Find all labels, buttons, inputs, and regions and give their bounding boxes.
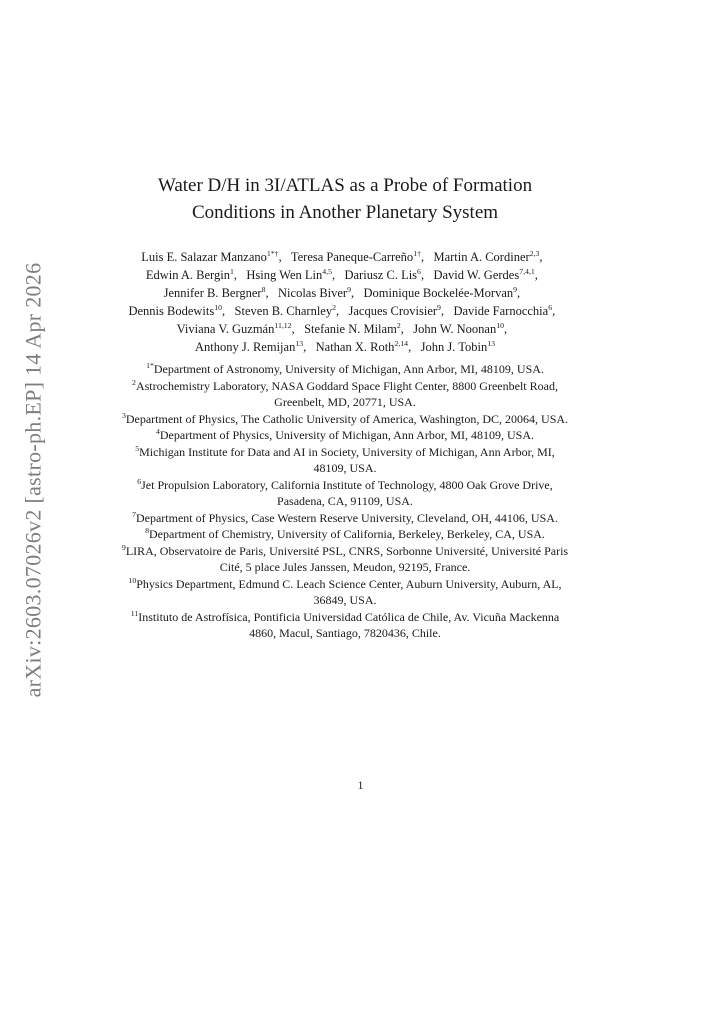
author-entry: [421, 340, 495, 354]
author-affiliation-marker: 1†: [413, 249, 421, 258]
author-affiliation-marker: 6: [548, 303, 553, 312]
author-affiliation-marker: 8: [261, 285, 266, 294]
author-list: [120, 248, 570, 356]
affiliation-text: Physics Department, Edmund C. Leach Science Center, Auburn University, Auburn, AL, 36849, USA.: [136, 576, 562, 607]
affiliation-marker: 9: [121, 542, 126, 552]
author-name: Dariusz C. Lis: [344, 268, 418, 282]
affiliation-marker: 5: [135, 443, 140, 453]
author-name: Nathan X. Roth: [315, 340, 395, 354]
author-affiliation-marker: 9: [347, 285, 352, 294]
affiliation-text: Michigan Institute for Data and AI in Society, University of Michigan, Ann Arbor, MI, 48109, USA.: [139, 444, 555, 475]
author-name: Teresa Paneque-Carreño: [290, 250, 414, 264]
paper-title: [120, 172, 570, 226]
affiliation-marker: 4: [155, 427, 160, 436]
affiliation-text: Astrochemistry Laboratory, NASA Goddard Space Flight Center, 8800 Greenbelt Road, Greenbelt, MD, 20771, USA.: [135, 378, 558, 409]
affiliation: [120, 411, 570, 428]
affiliation-text: Department of Chemistry, University of California, Berkeley, Berkeley, CA, USA.: [149, 527, 545, 541]
affiliation-marker: 7: [132, 509, 136, 519]
author-entry: Jennifer B. Bergner$^8$,: [163, 285, 269, 300]
author-name: David W. Gerdes: [433, 268, 520, 282]
author-name: Viviana V. Guzmán: [176, 322, 275, 336]
author-affiliation-marker: 9: [513, 285, 518, 294]
author-entry: Stefanie N. Milam$^2$,: [304, 321, 404, 336]
affiliation: [120, 543, 570, 576]
affiliation: [120, 510, 570, 527]
author-name: Davide Farnocchia: [453, 304, 549, 318]
author-affiliation-marker: 2,14: [394, 339, 409, 348]
author-name: John W. Noonan: [413, 322, 497, 336]
affiliation-marker: 6: [137, 476, 142, 486]
author-entry: John W. Noonan$^{10}$,: [413, 321, 508, 336]
author-affiliation-marker: 10: [496, 321, 505, 330]
author-affiliation-marker: 10: [214, 303, 223, 312]
author-entry: Anthony J. Remijan$^{13}$,: [194, 339, 307, 354]
author-entry: Hsing Wen Lin$^{4,5}$,: [246, 267, 336, 282]
author-affiliation-marker: 7,4,1: [519, 267, 535, 276]
author-name: Dominique Bockelée-Morvan: [363, 286, 514, 300]
author-name: Jacques Crovisier: [348, 304, 438, 318]
affiliation-text: Department of Physics, University of Michigan, Ann Arbor, MI, 48109, USA.: [159, 428, 535, 442]
affiliation-marker: 2: [132, 377, 136, 387]
author-entry: Nathan X. Roth$^{2,14}$,: [315, 339, 412, 354]
author-affiliation-marker: 1*†: [266, 249, 279, 258]
author-name: John J. Tobin: [420, 340, 488, 354]
author-entry: Jacques Crovisier$^9$,: [348, 303, 445, 318]
author-name: Edwin A. Bergin: [145, 268, 230, 282]
affiliation-marker: 11: [130, 608, 139, 618]
author-affiliation-marker: 11,12: [274, 321, 292, 330]
author-affiliation-marker: 4,5: [322, 267, 332, 276]
affiliation-text: Department of Physics, Case Western Reserve University, Cleveland, OH, 44106, USA.: [135, 510, 558, 525]
author-entry: Davide Farnocchia$^6$,: [453, 303, 556, 318]
author-affiliation-marker: 2: [396, 321, 401, 330]
author-name: Hsing Wen Lin: [246, 268, 323, 282]
arxiv-identifier-stamp: [20, 262, 46, 698]
affiliation-marker: 8: [145, 526, 149, 535]
affiliation-list: [120, 361, 570, 642]
affiliation: [120, 427, 570, 444]
affiliation-text: LIRA, Observatoire de Paris, Université PSL, CNRS, Sorbonne Université, Université Paris Cité, 5 place Jules Janssen, Meudon, 92195, France.: [125, 543, 569, 574]
author-entry: Viviana V. Guzmán$^{11,12}$,: [176, 321, 295, 336]
title-line-2: Conditions in Another Planetary System: [191, 202, 499, 223]
affiliation-text: Department of Astronomy, University of Michigan, Ann Arbor, MI, 48109, USA.: [153, 362, 544, 376]
affiliation: [120, 378, 570, 411]
affiliation-text: Instituto de Astrofísica, Pontificia Universidad Católica de Chile, Av. Vicuña Mackenna 4860, Macul, Santiago, 7820436, Chile.: [138, 609, 560, 640]
author-entry: Dominique Bockelée-Morvan$^9$,: [363, 285, 521, 300]
affiliation-marker: 3: [121, 410, 126, 420]
author-entry: Martin A. Cordiner$^{2,3}$,: [433, 249, 543, 264]
author-name: Jennifer B. Bergner: [163, 286, 262, 300]
author-entry: Teresa Paneque-Carreño$^{1\dagger}$,: [290, 249, 425, 264]
author-name: Anthony J. Remijan: [194, 340, 296, 354]
author-affiliation-marker: 1: [229, 267, 234, 276]
affiliation: [120, 609, 570, 642]
author-affiliation-marker: 6: [417, 267, 421, 276]
author-affiliation-marker: 9: [437, 303, 441, 312]
author-affiliation-marker: 13: [487, 339, 496, 348]
author-entry: Dariusz C. Lis$^6$,: [344, 267, 425, 282]
author-name: Stefanie N. Milam: [304, 322, 397, 336]
author-affiliation-marker: 13: [295, 339, 304, 348]
author-name: Martin A. Cordiner: [433, 250, 530, 264]
page-number: 1: [357, 780, 364, 792]
author-name: Steven B. Charnley: [234, 304, 333, 318]
author-name: Luis E. Salazar Manzano: [141, 250, 267, 264]
author-name: Dennis Bodewits: [128, 304, 215, 318]
author-entry: Edwin A. Bergin$^1$,: [145, 267, 238, 282]
title-line-1: Water D/H in 3I/ATLAS as a Probe of Formation: [157, 175, 533, 196]
author-affiliation-marker: 2: [332, 303, 337, 312]
author-entry: Dennis Bodewits$^{10}$,: [128, 303, 226, 318]
author-affiliation-marker: 2,3: [529, 249, 540, 258]
affiliation-marker: 10: [128, 575, 137, 585]
affiliation: [120, 576, 570, 609]
affiliation: [120, 444, 570, 477]
arxiv-stamp-text: arXiv:2603.07026v2 [astro-ph.EP] 14 Apr 2026: [20, 262, 46, 698]
author-entry: Steven B. Charnley$^2$,: [234, 303, 340, 318]
author-name: Nicolas Biver: [278, 286, 348, 300]
affiliation-text: Jet Propulsion Laboratory, California Institute of Technology, 4800 Oak Grove Drive, Pasadena, CA, 91109, USA.: [141, 477, 553, 508]
affiliation: [120, 361, 570, 378]
affiliation-text: Department of Physics, The Catholic University of America, Washington, DC, 20064, USA.: [125, 411, 569, 426]
author-entry: Luis E. Salazar Manzano$^{1*\dagger}$,: [141, 249, 282, 264]
affiliation-marker: 1*: [146, 361, 154, 370]
affiliation: [120, 526, 570, 543]
author-entry: David W. Gerdes$^{7,4,1}$,: [433, 267, 538, 282]
author-entry: Nicolas Biver$^9$,: [278, 285, 355, 300]
paper-front-page: [120, 172, 570, 642]
affiliation: [120, 477, 570, 510]
